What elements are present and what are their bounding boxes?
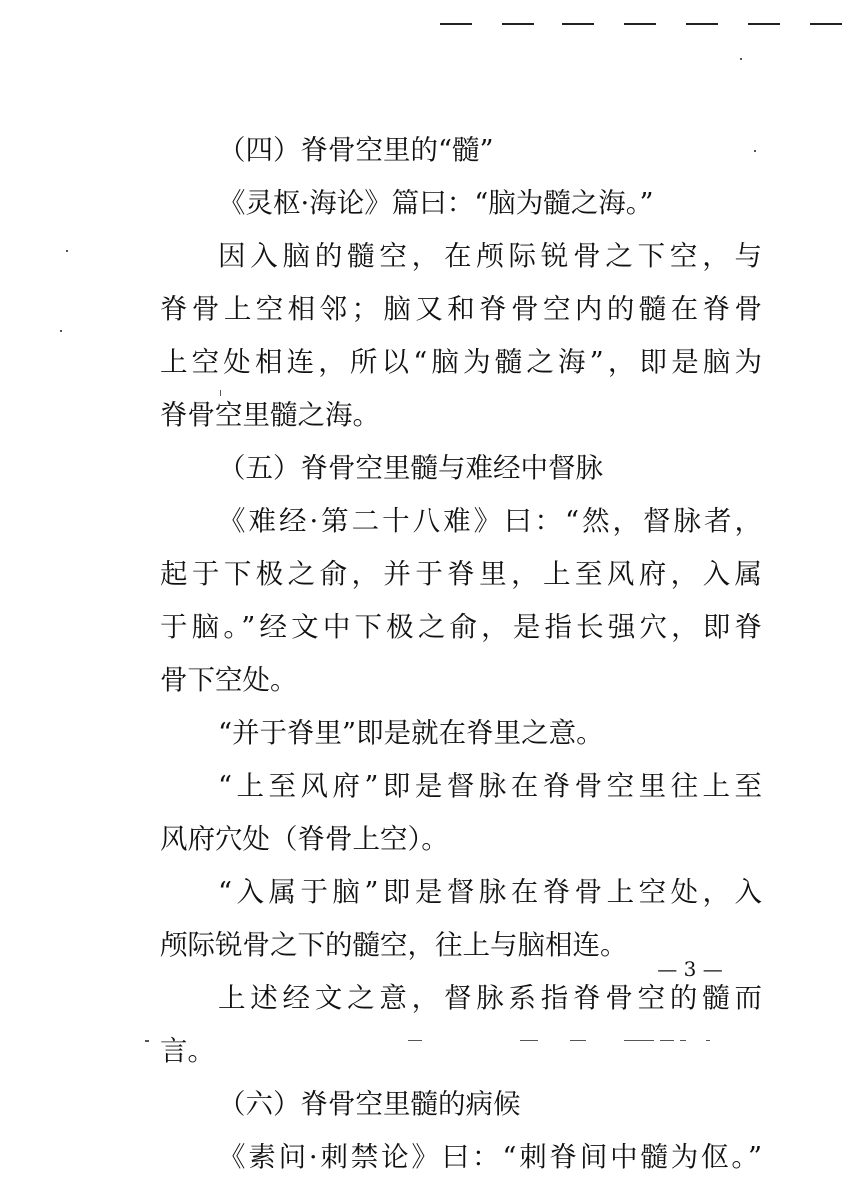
text-line: 《难经·第二十八难》曰：“然，督脉者，	[218, 505, 762, 537]
text-line: 风府穴处（脊骨上空）。	[160, 823, 449, 855]
page-number: — 3 —	[657, 957, 723, 981]
text-line: （四）脊骨空里的“髓”	[218, 134, 494, 166]
text-line: “并于脊里”即是就在脊里之意。	[218, 717, 604, 749]
text-line: （五）脊骨空里髓与难经中督脉	[218, 452, 603, 484]
text-line: 上述经文之意，督脉系指脊骨空的髓而	[218, 982, 762, 1014]
text-line: 脊骨上空相邻；脑又和脊骨空内的髓在脊骨	[160, 293, 762, 325]
text-line: 言。	[160, 1035, 215, 1067]
text-line: 颅际锐骨之下的髓空，往上与脑相连。	[160, 929, 628, 961]
text-line: “入属于脑”即是督脉在脊骨上空处，入	[218, 876, 762, 908]
text-line: 上空处相连，所以“脑为髓之海”，即是脑为	[160, 346, 762, 378]
text-line: 骨下空处。	[160, 664, 298, 696]
text-line: 《灵枢·海论》篇曰：“脑为髓之海。”	[218, 187, 654, 219]
text-line: 起于下极之俞，并于脊里，上至风府，入属	[160, 558, 762, 590]
text-line: 脊骨空里髓之海。	[160, 399, 380, 431]
text-line: 因入脑的髓空，在颅际锐骨之下空，与	[218, 240, 762, 272]
text-line: 《素问·刺禁论》曰：“刺脊间中髓为伛。”	[218, 1141, 762, 1173]
text-line: 于脑。”经文中下极之俞，是指长强穴，即脊	[160, 611, 762, 643]
text-line: （六）脊骨空里髓的病候	[218, 1088, 521, 1120]
text-line: “上至风府”即是督脉在脊骨空里往上至	[218, 770, 762, 802]
